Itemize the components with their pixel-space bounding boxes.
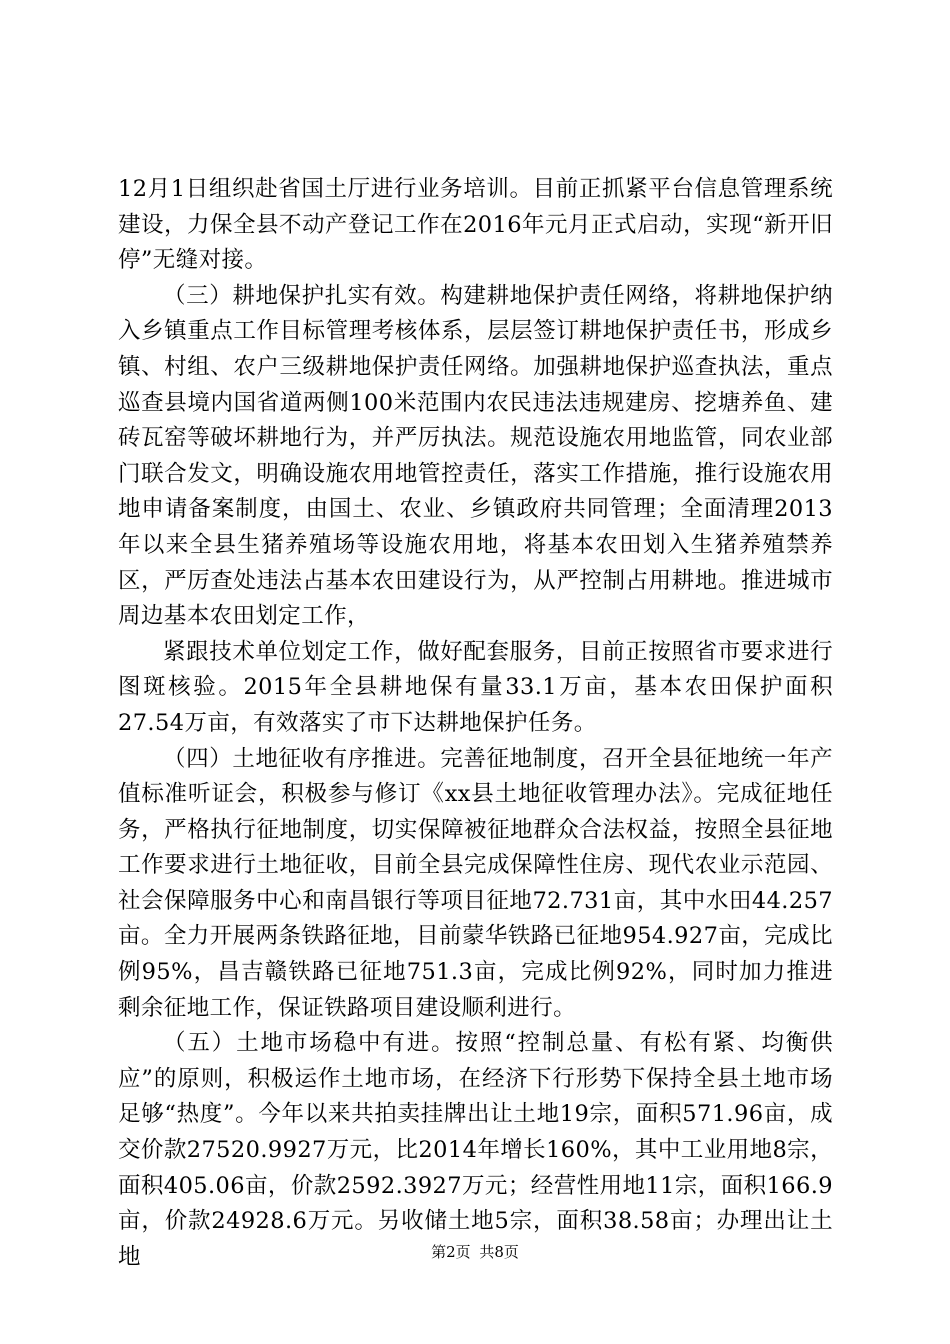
paragraph-continuation: 12月1日组织赴省国土厅进行业务培训。目前正抓紧平台信息管理系统建设，力保全县不动产登记工作在2016年元月正式启动，实现“新开旧停”无缝对接。 — [118, 176, 833, 274]
page-number: 第2页 — [431, 1243, 471, 1261]
page-total: 共8页 — [479, 1243, 519, 1261]
document-body — [118, 172, 833, 1275]
paragraph-farmland-protection: （三）耕地保护扎实有效。构建耕地保护责任网络，将耕地保护纳入乡镇重点工作目标管理考核体系，层层签订耕地保护责任书，形成乡镇、村组、农户三级耕地保护责任网络。加强耕地保护巡查执法，重点巡查县境内国省道两侧100米范围内农民违法违规建房、挖塘养鱼、建砖瓦窑等破坏耕地行为，并严厉执法。规范设施农用地监管，同农业部门联合发文，明确设施农用地管控责任，落实工作措施，推行设施农用地申请备案制度，由国土、农业、乡镇政府共同管理；全面清理2013年以来全县生猪养殖场等设施农用地，将基本农田划入生猪养殖禁养区，严厉查处违法占基本农田建设行为，从严控制占用耕地。推进城市周边基本农田划定工作， — [118, 282, 833, 630]
page-footer — [0, 1242, 950, 1262]
paragraph-land-market: （五）土地市场稳中有进。按照“控制总量、有松有紧、均衡供应”的原则，积极运作土地市场，在经济下行形势下保持全县土地市场足够“热度”。今年以来共拍卖挂牌出让土地19宗，面积571.96亩，成交价款27520.9927万元，比2014年增长160%，其中工业用地8宗，面积405.06亩，价款2592.3927万元；经营性用地11宗，面积166.9亩，价款24928.6万元。另收储土地5宗，面积38.58亩；办理出让土地 — [118, 1030, 833, 1270]
paragraph-land-acquisition: （四）土地征收有序推进。完善征地制度，召开全县征地统一年产值标准听证会，积极参与修订《xx县土地征收管理办法》。完成征地任务，严格执行征地制度，切实保障被征地群众合法权益，按照全县征地工作要求进行土地征收，目前全县完成保障性住房、现代农业示范园、社会保障服务中心和南昌银行等项目征地72.731亩，其中水田44.257亩。全力开展两条铁路征地，目前蒙华铁路已征地954.927亩，完成比例95%，昌吉赣铁路已征地751.3亩，完成比例92%，同时加力推进剩余征地工作，保证铁路项目建设顺利进行。 — [118, 745, 833, 1021]
paragraph-technical-delineation: 紧跟技术单位划定工作，做好配套服务，目前正按照省市要求进行图斑核验。2015年全县耕地保有量33.1万亩，基本农田保护面积27.54万亩，有效落实了市下达耕地保护任务。 — [118, 638, 833, 736]
